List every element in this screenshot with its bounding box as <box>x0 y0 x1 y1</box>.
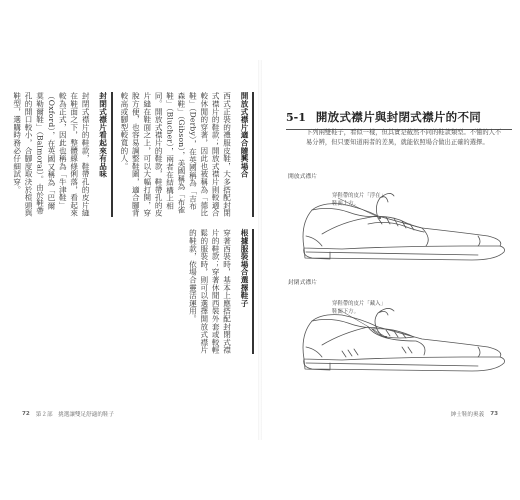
left-folio <box>22 410 114 418</box>
right-running-head: 紳士鞋的奧義 <box>450 412 485 418</box>
section-heading-closed-lacing: 封閉式襟片看起來有品味 <box>97 92 112 217</box>
section-header <box>286 109 512 130</box>
section-body-choose-by-occasion: 穿著西裝時，基本上應搭配封閉式襟片的鞋款；穿著休閒西裝外套或較輕鬆的服裝時，則可以選擇開放式襟片的鞋款，依場合靈活運用。 <box>188 229 232 354</box>
closed-lacing-shoe-illustration <box>282 283 514 379</box>
section-body-open-lacing: 西式正裝的禮服皮鞋，大多搭配封閉式襟片的鞋款；開放式襟片則較適合較休閒的穿著，因此也被稱為「德比鞋」（Derby），在英國稱為「吉布森鞋」（Gibson），美國稱為「布雀鞋」（Blucher），兩者在結構上相同。開放式襟片的鞋款，鞋帶孔的皮片縫在鞋面之上，可以大幅打開，穿脫方便，也容易調整鞋圍，適合腳背較高或腳型較寬的人。 <box>119 92 232 217</box>
right-page <box>262 0 520 500</box>
right-folio <box>451 410 498 418</box>
open-lacing-shoe-illustration <box>282 176 514 268</box>
section-body-closed-lacing: 封閉式襟片的鞋款，鞋帶孔的皮片縫在鞋面之下，整體線條俐落，看起來較為正式，因此也稱為「牛津鞋」（Oxford），在英國又稱為「巴爾莫勒爾鞋」（Balmoral）。由於鞋帶孔的開口較小，合腳度取決於楦頭與鞋型，選購時務必仔細試穿。 <box>12 92 91 217</box>
section-intro: 下列兩雙鞋子，看似一樣，但其實是截然不同的鞋款類型。不懂的人不易分辨，但只要知道兩者的差異，就能依照場合做出正確的選擇。 <box>306 129 502 146</box>
figure-label-closed: 封閉式襟片 <box>288 280 317 286</box>
right-page-number: 73 <box>490 411 498 417</box>
left-running-head: 第２部 挑選讓雙足舒適的鞋子 <box>35 412 115 418</box>
figure-callout-open: 穿鞋帶的皮片「浮在」鞋面上方。 <box>332 193 386 207</box>
section-heading-open-lacing: 開放式襟片適合隨興場合 <box>239 92 254 217</box>
section-title: 開放式襟片與封閉式襟片的不同 <box>315 110 482 124</box>
section-heading-choose-by-occasion: 根據服裝場合選擇鞋子 <box>239 229 254 354</box>
left-page-number: 72 <box>22 411 30 417</box>
figure-label-open: 開放式襟片 <box>288 174 317 180</box>
figure-callout-closed: 穿鞋帶的皮片「藏入」鞋面下方。 <box>332 301 386 315</box>
left-page <box>0 0 258 500</box>
left-page-body <box>8 92 254 354</box>
section-number: 5-1 <box>286 111 306 124</box>
